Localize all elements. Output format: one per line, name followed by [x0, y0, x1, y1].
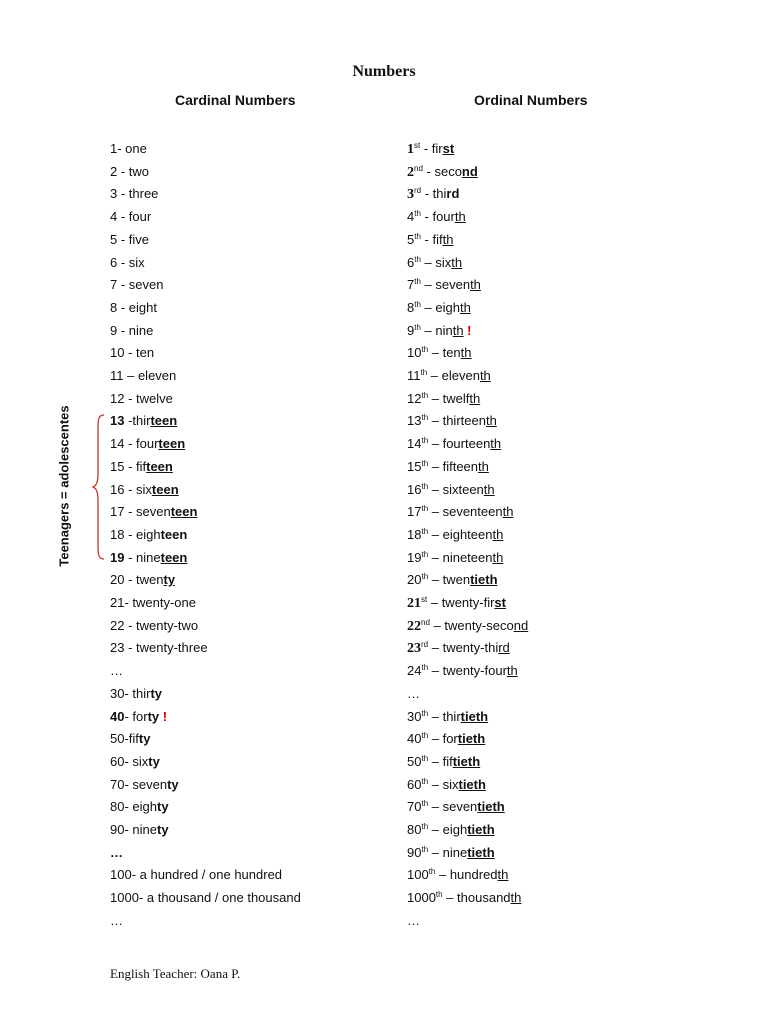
- text-segment: 21- twenty-one: [110, 595, 196, 610]
- text-segment: – six: [420, 254, 452, 270]
- text-segment: 50: [407, 753, 422, 769]
- ordinal-number-item: [407, 368, 491, 384]
- ordinal-suffix: th: [421, 504, 429, 514]
- ordinal-suffix: th: [414, 209, 421, 219]
- text-segment: tieth: [467, 844, 495, 860]
- ordinal-suffix: th: [420, 368, 428, 377]
- text-segment: nd: [513, 617, 529, 633]
- text-segment: 1: [407, 142, 414, 157]
- text-segment: – twenty-four: [428, 663, 507, 679]
- ordinal-suffix: th: [421, 799, 429, 809]
- ordinal-number-item: [407, 504, 513, 520]
- text-segment: – twenty-fir: [427, 595, 495, 610]
- text-segment: 7: [407, 277, 415, 293]
- ordinal-suffix: th: [421, 572, 429, 582]
- text-segment: 2 - two: [110, 163, 150, 179]
- text-segment: -thir: [124, 413, 151, 429]
- text-segment: 5 - five: [110, 231, 150, 247]
- text-segment: st: [442, 141, 455, 156]
- text-segment: 80: [407, 822, 422, 837]
- ordinal-number-item: [407, 754, 480, 770]
- ordinal-number-item: [407, 709, 488, 725]
- text-segment: 20: [407, 572, 422, 588]
- text-segment: …: [110, 844, 123, 860]
- ordinal-number-item: [407, 391, 480, 407]
- text-segment: 30- thir: [110, 685, 151, 701]
- text-segment: th: [510, 890, 522, 906]
- cardinal-number-item: [110, 572, 175, 588]
- text-segment: – ten: [428, 345, 461, 361]
- ordinal-suffix: th: [421, 413, 429, 423]
- ordinal-suffix: th: [421, 663, 429, 673]
- text-segment: 14: [407, 436, 422, 452]
- cardinal-number-item: [110, 731, 150, 747]
- text-segment: – sixteen: [428, 481, 484, 497]
- cardinal-number-item: [110, 550, 187, 566]
- text-segment: teen: [150, 413, 178, 429]
- text-segment: th: [452, 322, 464, 338]
- text-segment: ty: [138, 731, 151, 747]
- text-segment: rd: [446, 186, 460, 202]
- cardinal-number-item: [110, 209, 151, 225]
- ordinal-number-item: [407, 913, 420, 929]
- text-segment: – seventeen: [428, 504, 503, 520]
- ordinal-number-item: [407, 255, 462, 271]
- text-segment: – fifteen: [428, 458, 479, 474]
- cardinal-number-item: [110, 141, 147, 157]
- text-segment: tieth: [457, 731, 486, 747]
- ordinal-number-item: [407, 164, 478, 181]
- ordinal-suffix: th: [421, 822, 429, 831]
- text-segment: 16 - six: [110, 481, 152, 497]
- text-segment: 70: [407, 799, 422, 815]
- text-segment: 8 - eight: [110, 299, 157, 315]
- cardinal-number-item: [110, 255, 145, 271]
- cardinal-number-item: [110, 323, 153, 339]
- ordinal-suffix: th: [435, 890, 443, 900]
- ordinal-suffix: th: [421, 753, 429, 763]
- text-segment: ty: [147, 708, 160, 724]
- text-segment: 1- one: [110, 141, 147, 156]
- ordinal-suffix: nd: [414, 163, 423, 173]
- ordinal-number-item: [407, 459, 489, 475]
- text-segment: 17: [407, 504, 422, 520]
- ordinal-number-item: [407, 232, 453, 248]
- text-segment: 14 - four: [110, 436, 159, 452]
- text-segment: 6 - six: [110, 254, 145, 270]
- text-segment: 3 - three: [110, 186, 159, 202]
- text-segment: !: [463, 322, 472, 338]
- text-segment: …: [407, 912, 420, 928]
- ordinal-number-item: [407, 845, 495, 861]
- text-segment: 23 - twenty-three: [110, 640, 208, 656]
- page-title: Numbers: [352, 63, 416, 80]
- text-segment: 60- six: [110, 753, 149, 769]
- text-segment: nd: [461, 163, 478, 179]
- text-segment: – thirteen: [428, 413, 486, 429]
- text-segment: 90: [407, 844, 422, 860]
- text-segment: th: [478, 458, 489, 474]
- text-segment: 12: [407, 390, 422, 406]
- text-segment: teen: [160, 549, 188, 565]
- cardinal-number-item: [110, 391, 173, 407]
- cardinal-number-item: [110, 345, 154, 361]
- text-segment: teen: [170, 504, 198, 520]
- text-segment: - for: [124, 708, 148, 724]
- text-segment: 24: [407, 663, 422, 679]
- cardinal-number-item: [110, 890, 301, 906]
- text-segment: - nine: [124, 549, 161, 565]
- text-segment: ty: [148, 753, 160, 769]
- text-segment: 4: [407, 209, 415, 225]
- text-segment: tieth: [458, 776, 486, 792]
- cardinal-number-item: [110, 413, 177, 429]
- ordinal-number-item: [407, 640, 510, 657]
- ordinal-number-item: [407, 209, 466, 225]
- text-segment: 13: [407, 413, 422, 429]
- cardinal-number-item: [110, 232, 149, 248]
- ordinal-suffix: st: [421, 595, 428, 604]
- ordinal-suffix: th: [414, 277, 421, 287]
- cardinal-number-item: [110, 277, 163, 293]
- text-segment: th: [442, 231, 454, 247]
- text-segment: 10 - ten: [110, 345, 155, 361]
- cardinal-number-item: [110, 186, 158, 202]
- text-segment: th: [460, 345, 472, 361]
- text-segment: 70- seven: [110, 776, 168, 792]
- text-segment: 1000: [407, 890, 436, 906]
- text-segment: th: [479, 368, 491, 383]
- text-segment: – eigh: [428, 822, 468, 837]
- text-segment: – fif: [428, 753, 453, 769]
- text-segment: th: [483, 481, 495, 497]
- text-segment: – twelf: [428, 390, 470, 406]
- text-segment: – twenty-seco: [429, 617, 514, 633]
- text-segment: 17 - seven: [110, 504, 171, 520]
- ordinal-suffix: th: [421, 345, 429, 355]
- text-segment: 22 - twenty-two: [110, 617, 199, 633]
- cardinal-number-item: [110, 845, 123, 861]
- ordinal-number-item: [407, 277, 481, 293]
- text-segment: 13: [110, 413, 125, 429]
- ordinal-suffix: th: [421, 481, 429, 491]
- text-segment: 19: [407, 549, 422, 565]
- text-segment: !: [159, 708, 168, 724]
- text-segment: - fif: [420, 231, 443, 247]
- text-segment: 2: [407, 164, 414, 180]
- ordinal-number-item: [407, 731, 485, 747]
- text-segment: th: [497, 867, 509, 883]
- text-segment: th: [454, 209, 466, 225]
- ordinal-number-item: [407, 663, 518, 679]
- text-segment: tieth: [477, 799, 505, 815]
- text-segment: 8: [407, 299, 415, 315]
- text-segment: 18: [407, 526, 422, 542]
- text-segment: teen: [160, 526, 188, 542]
- text-segment: 90- nine: [110, 822, 157, 837]
- text-segment: …: [110, 663, 123, 679]
- text-segment: – six: [428, 776, 459, 792]
- text-segment: 9 - nine: [110, 322, 154, 338]
- text-segment: teen: [158, 436, 186, 452]
- cardinal-number-item: [110, 663, 123, 679]
- text-segment: – eleven: [427, 368, 480, 383]
- cardinal-numbers-heading: Cardinal Numbers: [175, 92, 296, 108]
- ordinal-suffix: st: [414, 141, 421, 150]
- ordinal-number-item: [407, 799, 505, 815]
- ordinal-number-item: [407, 436, 501, 452]
- cardinal-number-item: [110, 164, 149, 180]
- text-segment: 30: [407, 708, 422, 724]
- ordinal-suffix: th: [421, 390, 429, 400]
- text-segment: – eighteen: [428, 526, 493, 542]
- ordinal-number-item: [407, 186, 459, 203]
- text-segment: ty: [167, 776, 179, 792]
- ordinal-number-item: [407, 822, 495, 838]
- text-segment: teen: [151, 481, 179, 497]
- text-segment: 10: [407, 345, 422, 361]
- cardinal-number-item: [110, 436, 185, 452]
- text-segment: 15: [407, 458, 422, 474]
- text-segment: 50-fif: [110, 731, 139, 747]
- text-segment: 11: [407, 368, 421, 383]
- text-segment: …: [407, 685, 420, 701]
- ordinal-number-item: [407, 550, 503, 566]
- text-segment: ty: [156, 822, 169, 837]
- ordinal-suffix: rd: [414, 186, 422, 196]
- cardinal-number-item: [110, 300, 157, 316]
- ordinal-number-item: [407, 572, 498, 588]
- cardinal-number-item: [110, 618, 198, 634]
- ordinal-number-item: [407, 413, 497, 429]
- cardinal-number-item: [110, 686, 162, 702]
- text-segment: 15 - fif: [110, 458, 147, 474]
- text-segment: – seven: [428, 799, 478, 815]
- text-segment: 9: [407, 322, 415, 338]
- cardinal-number-item: [110, 777, 179, 793]
- teenagers-label: Teenagers = adolescentes: [56, 405, 72, 567]
- text-segment: 21: [407, 596, 421, 611]
- ordinal-suffix: th: [421, 526, 429, 536]
- text-segment: – seven: [420, 277, 471, 293]
- teen-curly-brace: [92, 414, 106, 560]
- text-segment: 11 – eleven: [110, 368, 177, 383]
- cardinal-number-item: [110, 754, 160, 770]
- text-segment: 1000- a thousand / one thousand: [110, 890, 301, 906]
- text-segment: 20 - twen: [110, 572, 164, 588]
- text-segment: – fourteen: [428, 436, 491, 452]
- text-segment: th: [459, 299, 471, 315]
- text-segment: – nin: [420, 322, 453, 338]
- ordinal-suffix: th: [414, 254, 421, 264]
- ordinal-suffix: rd: [421, 640, 429, 650]
- cardinal-number-item: [110, 527, 187, 543]
- ordinal-suffix: th: [421, 844, 429, 854]
- ordinal-number-item: [407, 323, 472, 339]
- cardinal-number-item: [110, 822, 169, 838]
- ordinal-number-item: [407, 867, 508, 883]
- text-segment: rd: [498, 640, 510, 656]
- ordinal-number-item: [407, 482, 495, 498]
- text-segment: th: [492, 526, 504, 542]
- cardinal-number-item: [110, 799, 169, 815]
- text-segment: 12 - twelve: [110, 390, 173, 406]
- text-segment: tieth: [452, 753, 481, 769]
- text-segment: 100: [407, 867, 429, 883]
- ordinal-suffix: th: [421, 731, 429, 741]
- ordinal-suffix: th: [414, 231, 421, 241]
- ordinal-suffix: th: [421, 549, 429, 559]
- cardinal-number-item: [110, 913, 123, 929]
- ordinal-number-item: [407, 777, 486, 793]
- ordinal-number-item: [407, 595, 506, 612]
- cardinal-number-item: [110, 595, 196, 611]
- teacher-credit: English Teacher: Oana P.: [110, 966, 241, 981]
- text-segment: 18 - eigh: [110, 526, 161, 542]
- text-segment: – for: [428, 731, 458, 747]
- cardinal-number-item: [110, 504, 197, 520]
- text-segment: tieth: [470, 572, 498, 588]
- text-segment: - four: [420, 209, 455, 225]
- cardinal-number-item: [110, 459, 173, 475]
- text-segment: …: [110, 912, 123, 928]
- text-segment: 80- eigh: [110, 799, 157, 815]
- ordinal-suffix: th: [414, 322, 421, 332]
- text-segment: – eigh: [420, 299, 460, 315]
- text-segment: ty: [156, 799, 169, 815]
- text-segment: 23: [407, 641, 421, 657]
- cardinal-number-item: [110, 709, 167, 725]
- ordinal-number-item: [407, 686, 420, 702]
- text-segment: teen: [146, 458, 173, 474]
- ordinal-suffix: nd: [421, 617, 430, 627]
- text-segment: 40: [407, 731, 422, 747]
- ordinal-suffix: th: [414, 299, 421, 309]
- ordinal-suffix: th: [421, 436, 429, 446]
- text-segment: – hundred: [435, 867, 498, 883]
- ordinal-suffix: th: [428, 867, 436, 877]
- text-segment: – twen: [428, 572, 471, 588]
- text-segment: tieth: [460, 708, 489, 724]
- text-segment: – thousand: [442, 890, 511, 906]
- text-segment: st: [494, 595, 506, 610]
- text-segment: tieth: [467, 822, 495, 837]
- text-segment: - fir: [420, 141, 443, 156]
- ordinal-suffix: th: [421, 708, 429, 718]
- ordinal-suffix: th: [421, 776, 429, 786]
- text-segment: 7 - seven: [110, 277, 164, 293]
- cardinal-number-item: [110, 368, 176, 384]
- text-segment: th: [485, 413, 497, 429]
- ordinal-number-item: [407, 345, 472, 361]
- text-segment: 4 - four: [110, 209, 152, 225]
- text-segment: th: [470, 277, 481, 293]
- text-segment: ty: [163, 572, 176, 588]
- text-segment: 3: [407, 187, 414, 203]
- text-segment: th: [502, 504, 514, 520]
- text-segment: - thi: [421, 186, 447, 202]
- ordinal-suffix: th: [421, 458, 429, 468]
- text-segment: – nineteen: [428, 549, 493, 565]
- cardinal-number-item: [110, 482, 179, 498]
- cardinal-number-item: [110, 867, 282, 883]
- text-segment: - seco: [422, 163, 462, 179]
- ordinal-numbers-heading: Ordinal Numbers: [474, 92, 588, 108]
- text-segment: th: [506, 663, 518, 679]
- text-segment: 19: [110, 549, 125, 565]
- text-segment: 40: [110, 708, 125, 724]
- text-segment: 22: [407, 618, 421, 634]
- text-segment: – nine: [428, 844, 468, 860]
- ordinal-number-item: [407, 141, 454, 158]
- text-segment: 16: [407, 481, 422, 497]
- ordinal-number-item: [407, 618, 528, 635]
- text-segment: th: [490, 436, 502, 452]
- text-segment: – twenty-thi: [428, 640, 499, 656]
- text-segment: th: [492, 549, 504, 565]
- text-segment: – thir: [428, 708, 461, 724]
- ordinal-number-item: [407, 890, 521, 906]
- text-segment: th: [469, 390, 481, 406]
- text-segment: 100- a hundred / one hundred: [110, 867, 283, 883]
- text-segment: 5: [407, 231, 415, 247]
- text-segment: ty: [150, 685, 163, 701]
- text-segment: 6: [407, 254, 415, 270]
- ordinal-number-item: [407, 300, 471, 316]
- text-segment: 60: [407, 776, 422, 792]
- ordinal-number-item: [407, 527, 503, 543]
- cardinal-number-item: [110, 640, 208, 656]
- text-segment: th: [451, 254, 463, 270]
